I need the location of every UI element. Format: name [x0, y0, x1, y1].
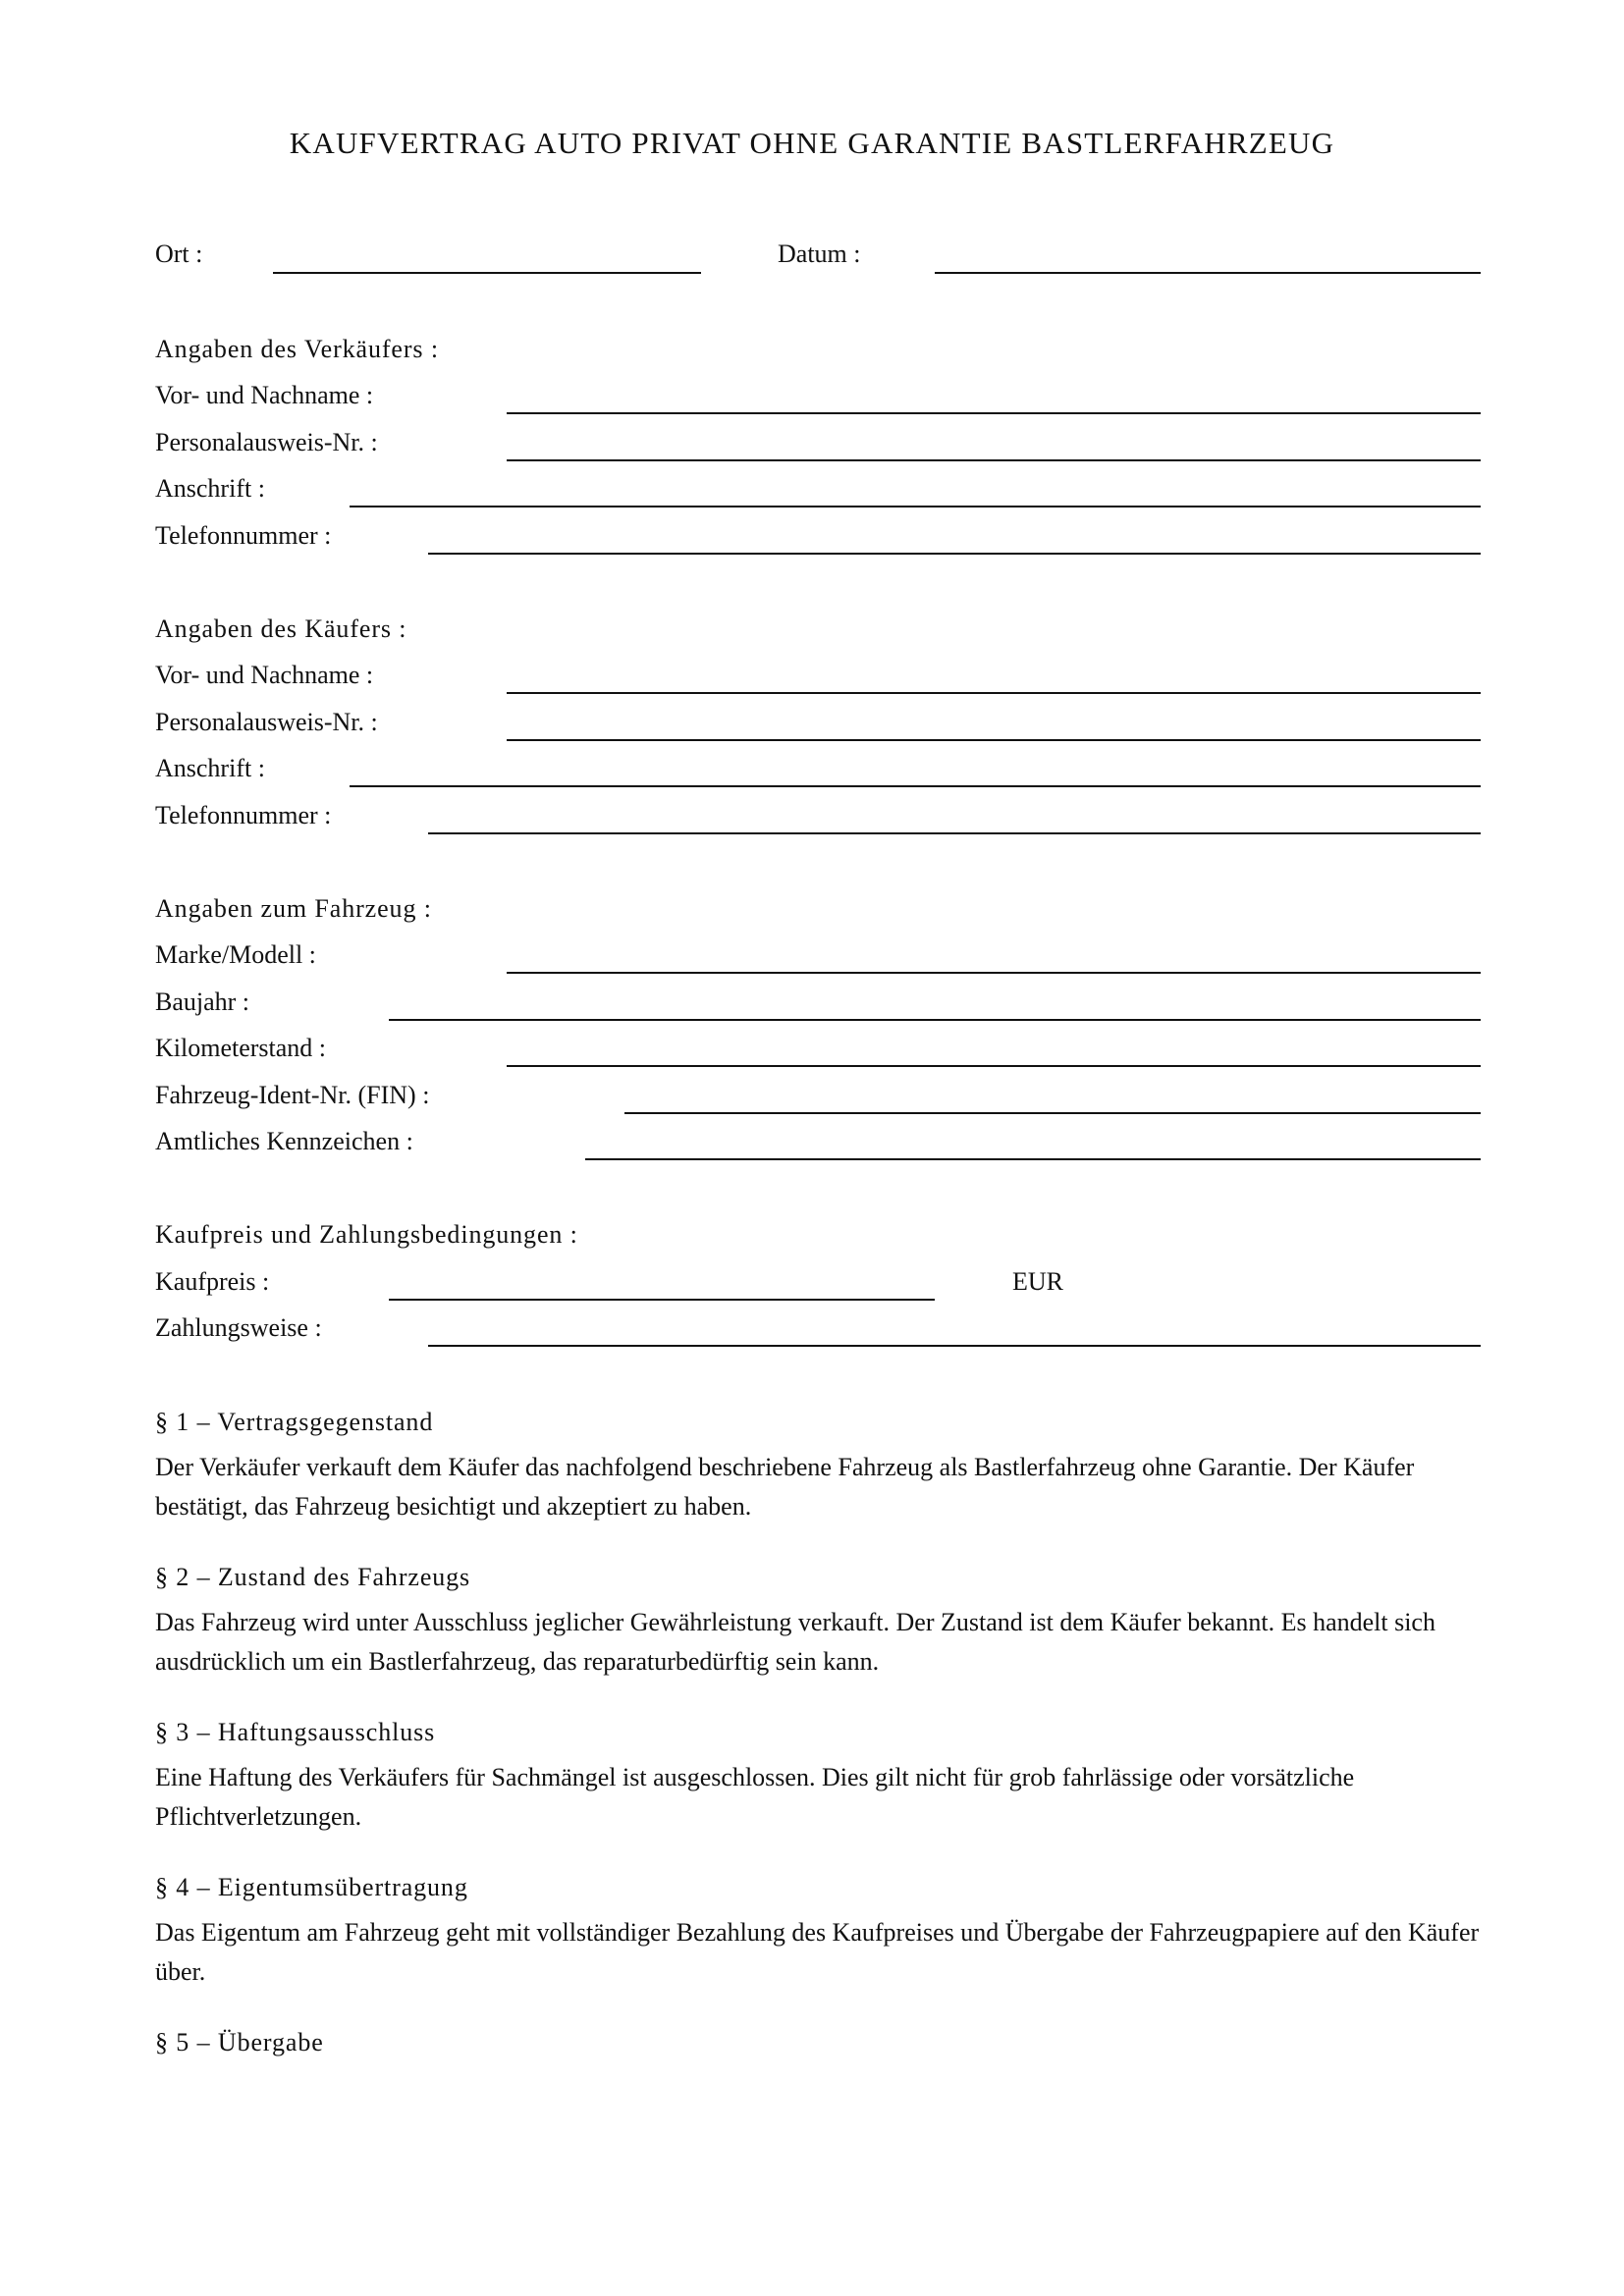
currency-label: EUR — [1012, 1267, 1063, 1296]
vehicle-model-field[interactable] — [507, 940, 1481, 974]
seller-id-field[interactable] — [507, 428, 1481, 461]
payment-heading: Kaufpreis und Zahlungsbedingungen : — [155, 1220, 578, 1249]
vehicle-vin-label: Fahrzeug-Ident-Nr. (FIN) : — [155, 1081, 430, 1109]
section-2-heading: § 2 – Zustand des Fahrzeugs — [155, 1563, 471, 1591]
document-title: KAUFVERTRAG AUTO PRIVAT OHNE GARANTIE BASTLERFAHRZEUG — [289, 126, 1335, 160]
datum-label: Datum : — [778, 240, 861, 268]
seller-phone-field[interactable] — [428, 521, 1481, 555]
buyer-id-label: Personalausweis-Nr. : — [155, 708, 378, 736]
section-1-text: Der Verkäufer verkauft dem Käufer das nachfolgend beschriebene Fahrzeug als Bastlerfahrzeug ohne Garantie. Der Käufer bestätigt, das Fahrzeug besichtigt und akzeptiert zu haben. — [155, 1453, 1415, 1521]
vehicle-year-label: Baujahr : — [155, 988, 250, 1016]
section-3-heading: § 3 – Haftungsausschluss — [155, 1718, 436, 1746]
vehicle-model-label: Marke/Modell : — [155, 940, 316, 969]
buyer-name-field[interactable] — [507, 661, 1481, 694]
buyer-address-label: Anschrift : — [155, 754, 265, 782]
buyer-id-field[interactable] — [507, 708, 1481, 741]
section-4-heading: § 4 – Eigentumsübertragung — [155, 1873, 468, 1901]
payment-method-field[interactable] — [428, 1313, 1481, 1347]
seller-name-field[interactable] — [507, 381, 1481, 414]
buyer-address-field[interactable] — [350, 754, 1481, 787]
seller-address-label: Anschrift : — [155, 474, 265, 503]
buyer-heading: Angaben des Käufers : — [155, 614, 407, 643]
vehicle-year-field[interactable] — [389, 988, 1481, 1021]
seller-phone-label: Telefonnummer : — [155, 521, 332, 550]
vehicle-heading: Angaben zum Fahrzeug : — [155, 894, 432, 923]
ort-label: Ort : — [155, 240, 203, 268]
section-3-text: Eine Haftung des Verkäufers für Sachmängel ist ausgeschlossen. Dies gilt nicht für grob fahrlässige oder vorsätzliche Pflichtverletzungen. — [155, 1763, 1355, 1831]
section-4-text: Das Eigentum am Fahrzeug geht mit vollständiger Bezahlung des Kaufpreises und Übergabe der Fahrzeugpapiere auf den Käufer über. — [155, 1918, 1480, 1986]
datum-field[interactable] — [935, 240, 1481, 274]
vehicle-mileage-field[interactable] — [507, 1034, 1481, 1067]
payment-method-label: Zahlungsweise : — [155, 1313, 322, 1342]
section-1-heading: § 1 – Vertragsgegenstand — [155, 1408, 434, 1436]
buyer-phone-label: Telefonnummer : — [155, 801, 332, 829]
vehicle-mileage-label: Kilometerstand : — [155, 1034, 327, 1062]
seller-heading: Angaben des Verkäufers : — [155, 335, 439, 363]
price-field[interactable] — [389, 1267, 935, 1301]
ort-field[interactable] — [273, 240, 701, 274]
seller-name-label: Vor- und Nachname : — [155, 381, 374, 409]
buyer-name-label: Vor- und Nachname : — [155, 661, 374, 689]
seller-address-field[interactable] — [350, 474, 1481, 507]
buyer-phone-field[interactable] — [428, 801, 1481, 834]
section-5-heading: § 5 – Übergabe — [155, 2028, 324, 2056]
vehicle-plate-field[interactable] — [585, 1127, 1481, 1160]
price-label: Kaufpreis : — [155, 1267, 270, 1296]
section-2-text: Das Fahrzeug wird unter Ausschluss jeglicher Gewährleistung verkauft. Der Zustand ist dem Käufer bekannt. Es handelt sich ausdrücklich um ein Bastlerfahrzeug, das reparaturbedürftig sein kann. — [155, 1608, 1435, 1676]
seller-id-label: Personalausweis-Nr. : — [155, 428, 378, 456]
vehicle-plate-label: Amtliches Kennzeichen : — [155, 1127, 413, 1155]
vehicle-vin-field[interactable] — [624, 1081, 1481, 1114]
